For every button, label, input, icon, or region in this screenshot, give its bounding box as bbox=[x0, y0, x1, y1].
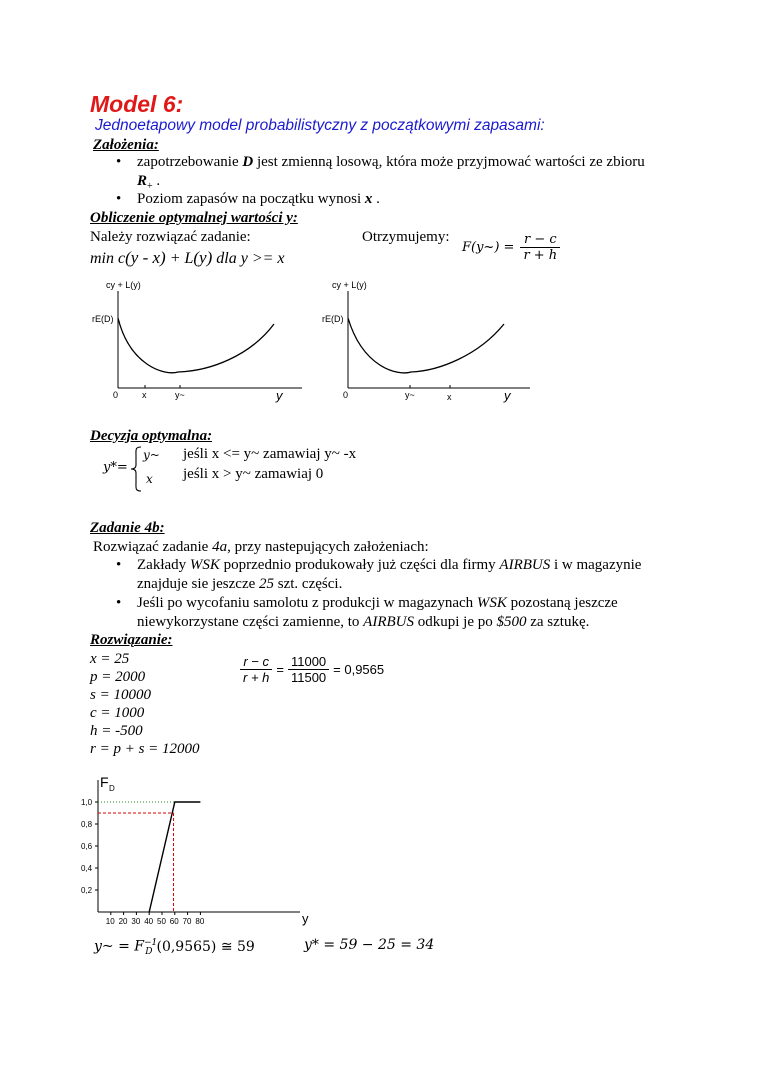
graph-origin: 0 bbox=[343, 390, 349, 400]
cdf-ylabel-sub: D bbox=[109, 784, 115, 793]
page-title: Model 6: bbox=[90, 91, 184, 117]
graph-intercept: rE(D) bbox=[92, 314, 114, 324]
ystar-result: y* = 59 − 25 = 34 bbox=[304, 937, 435, 953]
solution-heading: Rozwiązanie: bbox=[90, 632, 173, 648]
assumptions-heading: Założenia: bbox=[93, 137, 159, 153]
graph-x-mark: x bbox=[447, 392, 452, 402]
cdf-ylabel: F bbox=[100, 774, 109, 790]
solution-line: p = 2000 bbox=[90, 669, 146, 685]
graph-x-mark: x bbox=[142, 390, 147, 400]
cdf-xlabel: y bbox=[302, 911, 309, 926]
cdf-xtick-label: 20 bbox=[118, 917, 128, 926]
cost-curve bbox=[348, 318, 504, 373]
optimization-problem: min c(y - x) + L(y) dla y >= x bbox=[90, 248, 285, 267]
solution-line: h = -500 bbox=[90, 723, 143, 739]
graph-ystar-mark: y~ bbox=[175, 390, 185, 400]
decision-case1-value: y~ bbox=[143, 448, 160, 462]
graph-intercept: rE(D) bbox=[322, 314, 344, 324]
cost-graph-right bbox=[318, 276, 538, 406]
cdf-ytick-label: 0,4 bbox=[81, 864, 93, 873]
decision-heading: Decyzja optymalna: bbox=[90, 428, 213, 444]
cdf-xtick-label: 70 bbox=[182, 917, 192, 926]
bullet-icon: • bbox=[116, 154, 122, 170]
bullet-icon: • bbox=[116, 595, 122, 611]
graph-ylabel: cy + L(y) bbox=[332, 280, 367, 290]
assumption-demand: zapotrzebowanie D jest zmienną losową, która może przyjmować wartości ze zbioru bbox=[137, 154, 645, 170]
left-brace-icon bbox=[130, 446, 144, 492]
bullet-icon: • bbox=[116, 191, 122, 207]
cdf-line bbox=[149, 802, 200, 912]
cdf-ytick-label: 0,2 bbox=[81, 886, 93, 895]
graph-ystar-mark: y~ bbox=[405, 390, 415, 400]
optimal-formula: F(y~) = $\frac{r - c}{r + h}$ bbox=[462, 232, 560, 263]
solution-line: s = 10000 bbox=[90, 687, 151, 703]
obtain-label: Otrzymujemy: bbox=[362, 229, 450, 245]
task-intro: Rozwiązać zadanie 4a, przy nastepujących założeniach: bbox=[93, 539, 429, 555]
task-heading: Zadanie 4b: bbox=[90, 520, 165, 536]
cdf-ytick-label: 0,8 bbox=[81, 820, 93, 829]
optimal-heading: Obliczenie optymalnej wartości y: bbox=[90, 210, 298, 226]
solution-line: r = p + s = 12000 bbox=[90, 741, 200, 757]
task-bullet-2: Jeśli po wycofaniu samolotu z produkcji w magazynach WSK pozostaną jeszcze bbox=[137, 595, 618, 611]
assumption-initial-stock: Poziom zapasów na początku wynosi x . bbox=[137, 191, 380, 207]
cdf-xtick-label: 30 bbox=[131, 917, 141, 926]
decision-case2: jeśli x > y~ zamawiaj 0 bbox=[183, 466, 324, 482]
cdf-xtick-label: 40 bbox=[144, 917, 154, 926]
task-bullet-1: Zakłady WSK poprzednio produkowały już części dla firmy AIRBUS i w magazynie bbox=[137, 557, 642, 573]
page-subtitle: Jednoetapowy model probabilistyczny z początkowymi zapasami: bbox=[95, 117, 545, 134]
cdf-xtick-label: 80 bbox=[195, 917, 205, 926]
solution-line: x = 25 bbox=[90, 651, 130, 667]
cost-graph-left bbox=[90, 276, 310, 406]
task-bullet-1-cont: znajduje sie jeszcze 25 szt. części. bbox=[137, 576, 343, 592]
decision-lhs: y*= bbox=[103, 460, 128, 475]
assumption-demand-set: $R_+$ . bbox=[137, 173, 161, 192]
solution-values bbox=[90, 650, 200, 758]
ratio-formula: $\frac{r - c}{r + h}$ = $\frac{11000}{11500}$ = 0,9565 bbox=[240, 654, 384, 685]
cdf-ytick-label: 0,6 bbox=[81, 842, 93, 851]
cdf-xtick-label: 60 bbox=[169, 917, 179, 926]
cdf-xtick-label: 10 bbox=[105, 917, 115, 926]
inverse-result: y~ = $F^{-1}_D$ (0,9565) ≅ 59 bbox=[94, 938, 255, 958]
graph-origin: 0 bbox=[113, 390, 119, 400]
bullet-icon: • bbox=[116, 557, 122, 573]
cdf-chart bbox=[78, 772, 318, 927]
graph-axis-label: y bbox=[504, 388, 511, 403]
decision-case2-value: x bbox=[146, 472, 153, 486]
cost-curve bbox=[118, 318, 274, 373]
decision-case1: jeśli x <= y~ zamawiaj y~ -x bbox=[183, 446, 357, 462]
graph-ylabel: cy + L(y) bbox=[106, 280, 141, 290]
solution-line: c = 1000 bbox=[90, 705, 145, 721]
cdf-ytick-label: 1,0 bbox=[81, 798, 93, 807]
task-bullet-2-cont: niewykorzystane części zamienne, to AIRBUS odkupi je po $500 za sztukę. bbox=[137, 614, 590, 630]
graph-axis-label: y bbox=[276, 388, 283, 403]
need-to-solve: Należy rozwiązać zadanie: bbox=[90, 229, 251, 245]
cdf-xtick-label: 50 bbox=[157, 917, 166, 926]
